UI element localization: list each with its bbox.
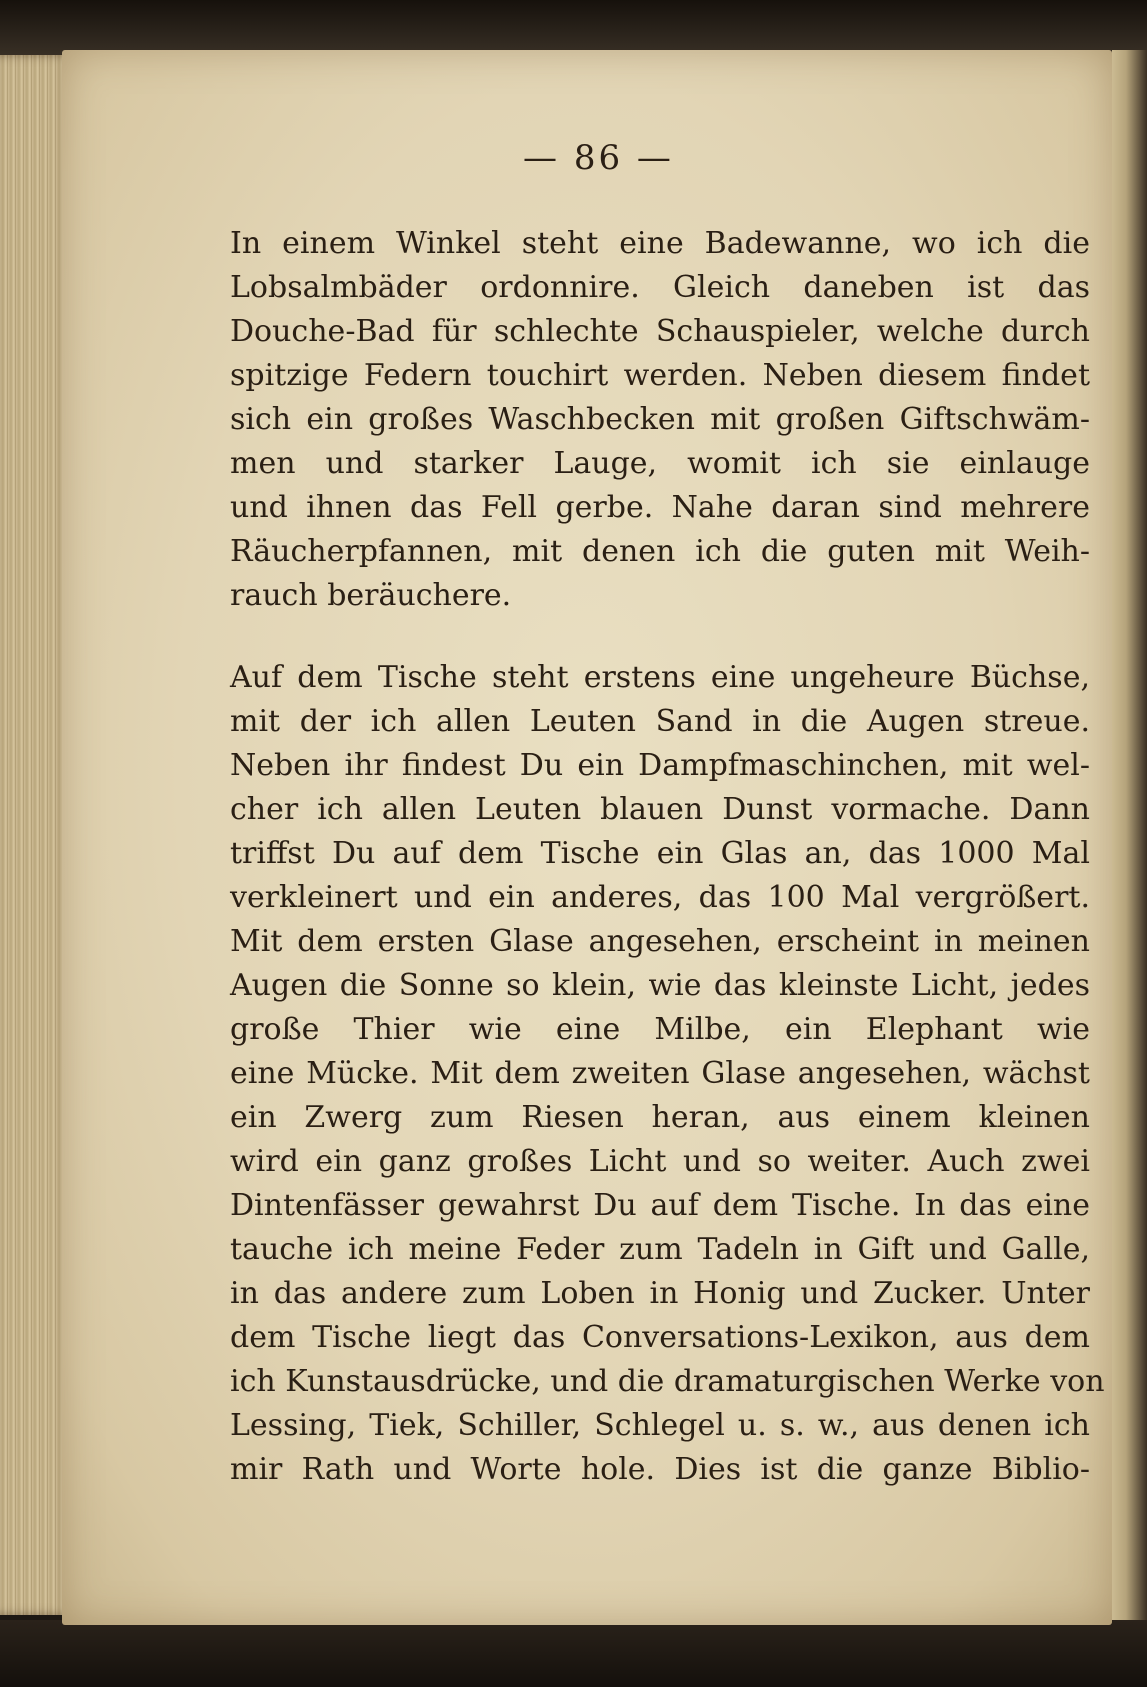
text-line: Räucherpfannen, mit denen ich die guten mit Weih- [230,534,1090,569]
book-fore-edge [1112,50,1147,1630]
text-line: Douche-Bad für schlechte Schauspieler, welche durch [230,314,1090,349]
text-line: und ihnen das Fell gerbe. Nahe daran sind mehrere [230,490,1090,525]
text-line: Dintenfässer gewahrst Du auf dem Tische. In das eine [230,1188,1090,1223]
paragraph-gap [230,618,1090,656]
text-line: spitzige Federn touchirt werden. Neben diesem findet [230,358,1090,393]
text-line: Neben ihr findest Du ein Dampfmaschinchen, mit wel- [230,748,1090,783]
text-line: tauche ich meine Feder zum Tadeln in Gift und Galle, [230,1232,1090,1267]
text-line: verkleinert und ein anderes, das 100 Mal vergrößert. [230,880,1090,915]
text-line: Mit dem ersten Glase angesehen, erscheint in meinen [230,924,1090,959]
paragraph-1 [230,222,1090,618]
text-line: in das andere zum Loben in Honig und Zucker. Unter [230,1276,1090,1311]
book-bottom-edge [0,1620,1147,1687]
text-line: dem Tische liegt das Conversations-Lexikon, aus dem [230,1320,1090,1355]
text-line: Lobsalmbäder ordonnire. Gleich daneben ist das [230,270,1090,305]
text-line: Augen die Sonne so klein, wie das kleinste Licht, jedes [230,968,1090,1003]
text-line: Lessing, Tiek, Schiller, Schlegel u. s. w., aus denen ich [230,1408,1090,1443]
text-line: ich Kunstausdrücke, und die dramaturgischen Werke von [230,1364,1105,1399]
text-line: große Thier wie eine Milbe, ein Elephant wie [230,1012,1090,1047]
text-line: eine Mücke. Mit dem zweiten Glase angesehen, wächst [230,1056,1090,1091]
text-line: triffst Du auf dem Tische ein Glas an, das 1000 Mal [230,836,1090,871]
body-text [230,222,1105,1492]
text-line: sich ein großes Waschbecken mit großen Giftschwäm- [230,402,1090,437]
text-line: wird ein ganz großes Licht und so weiter. Auch zwei [230,1144,1090,1179]
paragraph-2 [230,656,1105,1492]
text-line: mit der ich allen Leuten Sand in die Augen streue. [230,704,1090,739]
text-line: cher ich allen Leuten blauen Dunst vormache. Dann [230,792,1090,827]
text-line: Auf dem Tische steht erstens eine ungeheure Büchse, [230,660,1090,695]
text-line: In einem Winkel steht eine Badewanne, wo ich die [230,226,1090,261]
text-line: rauch beräuchere. [230,578,512,613]
page-number: — 86 — [523,138,674,178]
text-line: mir Rath und Worte hole. Dies ist die ganze Biblio- [230,1452,1090,1487]
text-line: ein Zwerg zum Riesen heran, aus einem kleinen [230,1100,1090,1135]
text-line: men und starker Lauge, womit ich sie einlauge [230,446,1090,481]
